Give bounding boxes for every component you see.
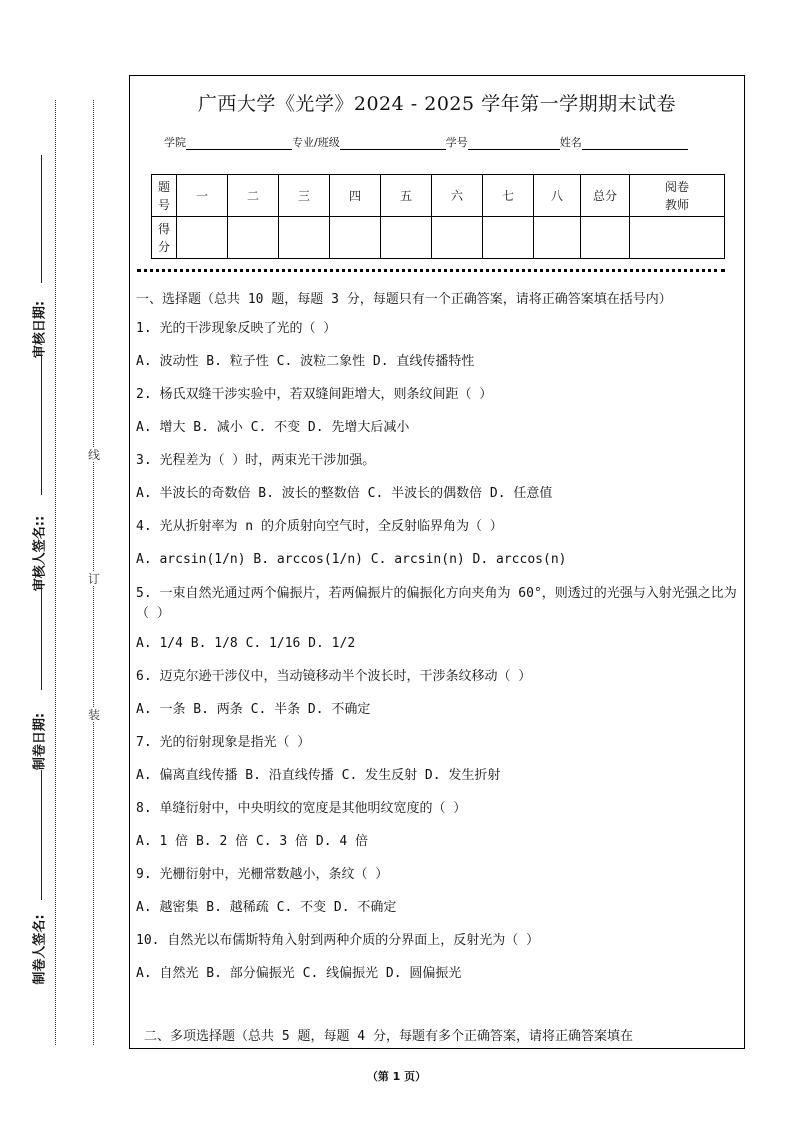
score-cell-3[interactable] [279,217,330,259]
page-number: （第 1 页） [366,1070,427,1083]
score-col-8: 八 [534,175,581,217]
question-9-options: A. 越密集 B. 越稀疏 C. 不变 D. 不确定 [136,900,397,915]
question-3: 3. 光程差为（ ）时，两束光干涉加强。 [136,453,376,468]
score-col-4: 四 [330,175,381,217]
score-table [151,174,725,259]
question-9: 9. 光栅衍射中，光栅常数越小，条纹（ ） [136,867,389,882]
maker-sign-line [41,770,42,900]
name-label: 姓名 [559,136,582,149]
question-5: 5. 一束自然光通过两个偏振片，若两偏振片的偏振化方向夹角为 60°，则透过的光强与入射光强之比为（ ） [136,586,737,621]
exam-frame [129,75,745,1049]
question-2: 2. 杨氏双缝干涉实验中，若双缝间距增大，则条纹间距（ ） [136,387,493,402]
question-4-options: A. arcsin(1/n) B. arccos(1/n) C. arcsin(n) D. arccos(n) [136,552,567,567]
score-cell-total[interactable] [581,217,630,259]
question-5-options: A. 1/4 B. 1/8 C. 1/16 D. 1/2 [136,636,356,651]
score-cell-5[interactable] [381,217,432,259]
cut-line-mark-zhuang: 装 [87,708,100,722]
student-id-field[interactable] [468,137,560,150]
maker-sign-label: 制卷人签名: [32,914,48,985]
score-cell-grader[interactable] [630,217,725,259]
name-field[interactable] [582,137,688,150]
student-id-label: 学号 [445,136,468,149]
question-1-options: A. 波动性 B. 粒子性 C. 波粒二象性 D. 直线传播特性 [136,354,475,369]
reviewer-sign-line [41,355,42,495]
exam-title: 广西大学《光学》2024 - 2025 学年第一学期期末试卷 [197,93,677,115]
question-10-options: A. 自然光 B. 部分偏振光 C. 线偏振光 D. 圆偏振光 [136,966,462,981]
score-col-6: 六 [432,175,483,217]
score-cell-7[interactable] [483,217,534,259]
score-col-total: 总分 [581,175,630,217]
binding-sidebar [0,0,128,1122]
cut-line-mark-ding: 订 [87,572,100,586]
score-table-header-row [152,175,725,217]
question-2-options: A. 增大 B. 减小 C. 不变 D. 先增大后减小 [136,420,410,435]
score-col-1: 一 [177,175,228,217]
score-cell-4[interactable] [330,217,381,259]
score-cell-6[interactable] [432,217,483,259]
question-6-options: A. 一条 B. 两条 C. 半条 D. 不确定 [136,702,371,717]
question-3-options: A. 半波长的奇数倍 B. 波长的整数倍 C. 半波长的偶数倍 D. 任意值 [136,486,553,501]
make-date-line [41,585,42,690]
score-col-5: 五 [381,175,432,217]
review-date-label: 审核日期: [32,300,48,359]
score-table-score-row [152,217,725,259]
question-4: 4. 光从折射率为 n 的介质射向空气时，全反射临界角为（ ） [136,519,503,534]
score-col-2: 二 [228,175,279,217]
section-1-header: 一、选择题（总共 10 题，每题 3 分，每题只有一个正确答案，请将正确答案填在括号内） [136,292,672,307]
review-date-line [41,155,42,283]
question-7: 7. 光的衍射现象是指光（ ） [136,735,311,750]
dotted-separator [137,269,725,272]
major-class-label: 专业/班级 [292,136,340,149]
question-7-options: A. 偏离直线传播 B. 沿直线传播 C. 发生反射 D. 发生折射 [136,768,501,783]
sidebar-dotted-line-outer [55,100,56,1045]
question-10: 10. 自然光以布儒斯特角入射到两种介质的分界面上，反射光为（ ） [136,933,540,948]
score-row-header: 得 分 [152,217,177,259]
score-col-7: 七 [483,175,534,217]
section-1 [136,288,740,998]
score-col-3: 三 [279,175,330,217]
major-class-field[interactable] [340,137,446,150]
score-cell-8[interactable] [534,217,581,259]
score-cell-2[interactable] [228,217,279,259]
score-col-grader: 阅卷 教师 [630,175,725,217]
cut-line-mark-xian: 线 [87,448,100,462]
college-label: 学院 [164,136,186,149]
question-8-options: A. 1 倍 B. 2 倍 C. 3 倍 D. 4 倍 [136,834,369,849]
reviewer-sign-label: 审核人签名:: [32,515,48,592]
question-8: 8. 单缝衍射中，中央明纹的宽度是其他明纹宽度的（ ） [136,801,467,816]
make-date-label: 制卷日期: [32,712,48,771]
section-2-header: 二、多项选择题（总共 5 题，每题 4 分，每题有多个正确答案，请将正确答案填在 [144,1029,633,1044]
college-field[interactable] [186,137,292,150]
question-1: 1. 光的干涉现象反映了光的（ ） [136,321,337,336]
question-6: 6. 迈克尔逊干涉仪中，当动镜移动半个波长时，干涉条纹移动（ ） [136,669,532,684]
student-info-row [164,134,688,150]
score-cell-1[interactable] [177,217,228,259]
score-table-row-header: 题 号 [152,175,177,217]
